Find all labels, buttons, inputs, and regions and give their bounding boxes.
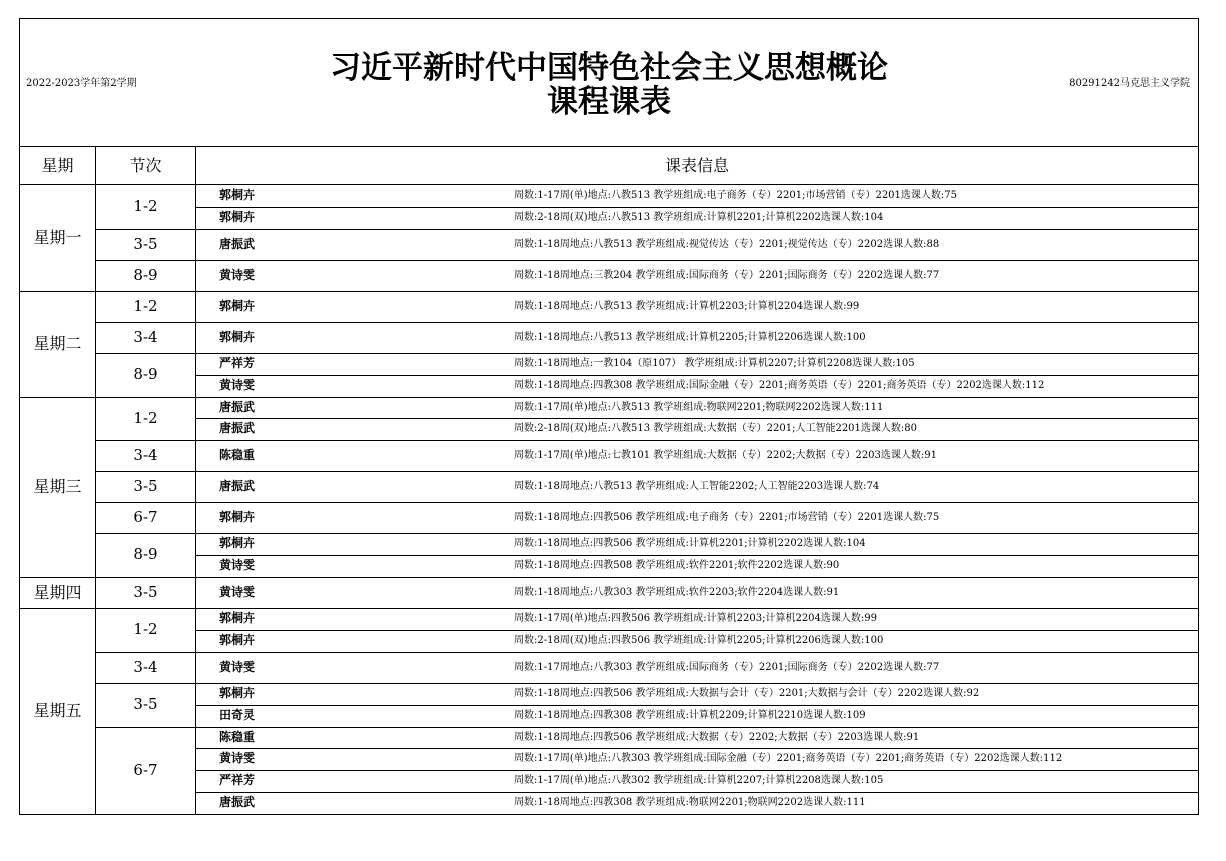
teacher-name: 唐振武: [219, 421, 256, 436]
course-info: 周数:1-18周地点:三教204 教学班组成:国际商务（专）2201;国际商务（专）2202选课人数:77: [514, 269, 940, 281]
teacher-name: 郭桐卉: [219, 510, 256, 525]
course-info: 周数:1-17周(单)地点:四教506 教学班组成:计算机2203;计算机2204选课人数:99: [514, 613, 878, 625]
period-label: 3-4: [133, 657, 158, 676]
course-info: 周数:1-18周地点:八教513 教学班组成:视觉传达（专）2201;视觉传达（专）2202选课人数:88: [514, 238, 940, 250]
period-label: 8-9: [133, 265, 158, 284]
course-info: 周数:1-18周地点:四教506 教学班组成:计算机2201;计算机2202选课人数:104: [514, 538, 866, 550]
page-title: 习近平新时代中国特色社会主义思想概论: [330, 50, 888, 86]
teacher-name: 陈稳重: [219, 729, 256, 744]
teacher-name: 黄诗雯: [219, 558, 256, 573]
course-info: 周数:1-18周地点:八教513 教学班组成:计算机2203;计算机2204选课人数:99: [514, 300, 860, 312]
period-label: 3-5: [133, 694, 158, 713]
period-label: 8-9: [133, 364, 158, 383]
course-info: 周数:1-17周(单)地点:八教302 教学班组成:计算机2207;计算机2208选课人数:105: [514, 775, 884, 787]
column-header-info: 课表信息: [664, 156, 729, 175]
course-info: 周数:1-18周地点:四教508 教学班组成:软件2201;软件2202选课人数:90: [514, 560, 840, 572]
teacher-name: 郭桐卉: [219, 536, 256, 551]
timetable-sheet: [19, 18, 1199, 815]
teacher-name: 郭桐卉: [219, 209, 256, 224]
period-label: 8-9: [133, 545, 158, 564]
column-header-period: 节次: [129, 156, 162, 175]
term-label: 2022-2023学年第2学期: [26, 78, 137, 89]
teacher-name: 郭桐卉: [219, 329, 256, 344]
course-info: 周数:1-17周(单)地点:八教513 教学班组成:物联网2201;物联网2202选课人数:111: [514, 401, 884, 413]
period-label: 1-2: [133, 296, 158, 315]
period-label: 6-7: [133, 508, 158, 527]
grid-line-vertical: [195, 147, 196, 814]
course-info: 周数:2-18周(双)地点:八教513 教学班组成:大数据（专）2201;人工智能2201选课人数:80: [514, 423, 918, 435]
teacher-name: 黄诗雯: [219, 751, 256, 766]
teacher-name: 唐振武: [219, 479, 256, 494]
course-info: 周数:1-17周(单)地点:七教101 教学班组成:大数据（专）2202;大数据（专）2203选课人数:91: [514, 450, 938, 462]
course-info: 周数:1-18周地点:八教513 教学班组成:人工智能2202;人工智能2203选课人数:74: [514, 481, 880, 493]
timetable-grid: [20, 147, 1198, 814]
day-label: 星期五: [33, 701, 82, 721]
teacher-name: 郭桐卉: [219, 685, 256, 700]
period-label: 3-5: [133, 583, 158, 602]
period-label: 6-7: [133, 760, 158, 779]
teacher-name: 田奇灵: [219, 707, 256, 722]
period-label: 3-5: [133, 234, 158, 253]
period-label: 1-2: [133, 620, 158, 639]
period-label: 1-2: [133, 408, 158, 427]
course-info: 周数:1-18周地点:四教506 教学班组成:大数据与会计（专）2201;大数据与会计（专）2202选课人数:92: [514, 687, 980, 699]
course-info: 周数:1-17周地点:八教303 教学班组成:国际商务（专）2201;国际商务（专）2202选课人数:77: [514, 661, 940, 673]
teacher-name: 黄诗雯: [219, 267, 256, 282]
teacher-name: 郭桐卉: [219, 298, 256, 313]
course-info: 周数:1-18周地点:四教506 教学班组成:大数据（专）2202;大数据（专）2203选课人数:91: [514, 731, 920, 743]
course-info: 周数:1-18周地点:一教104（原107） 教学班组成:计算机2207;计算机2208选课人数:105: [514, 357, 915, 369]
course-info: 周数:2-18周(双)地点:四教506 教学班组成:计算机2205;计算机2206选课人数:100: [514, 634, 884, 646]
course-info: 周数:1-18周地点:四教308 教学班组成:物联网2201;物联网2202选课人数:111: [514, 797, 866, 809]
teacher-name: 严祥芳: [219, 773, 256, 788]
teacher-name: 郭桐卉: [219, 611, 256, 626]
course-info: 周数:1-18周地点:四教308 教学班组成:国际金融（专）2201;商务英语（专）2201;商务英语（专）2202选课人数:112: [514, 379, 1045, 391]
day-label: 星期三: [33, 476, 82, 496]
teacher-name: 黄诗雯: [219, 585, 256, 600]
teacher-name: 严祥芳: [219, 355, 256, 370]
course-info: 周数:1-18周地点:四教506 教学班组成:电子商务（专）2201;市场营销（专）2201选课人数:75: [514, 512, 940, 524]
teacher-name: 黄诗雯: [219, 377, 256, 392]
teacher-name: 黄诗雯: [219, 659, 256, 674]
teacher-name: 陈稳重: [219, 448, 256, 463]
period-label: 3-4: [133, 446, 158, 465]
course-info: 周数:1-17周(单)地点:八教513 教学班组成:电子商务（专）2201;市场营销（专）2201选课人数:75: [514, 190, 958, 201]
course-info: 周数:2-18周(双)地点:八教513 教学班组成:计算机2201;计算机2202选课人数:104: [514, 211, 884, 223]
teacher-name: 唐振武: [219, 795, 256, 810]
period-label: 3-4: [133, 327, 158, 346]
teacher-name: 唐振武: [219, 399, 256, 414]
course-info: 周数:1-18周地点:八教303 教学班组成:软件2203;软件2204选课人数:91: [514, 587, 840, 599]
timetable-header: [20, 19, 1198, 147]
teacher-name: 郭桐卉: [219, 188, 256, 202]
page-subtitle: 课程课表: [547, 84, 671, 120]
course-info: 周数:1-18周地点:四教308 教学班组成:计算机2209;计算机2210选课人数:109: [514, 709, 866, 721]
day-label: 星期四: [33, 583, 82, 603]
period-label: 3-5: [133, 477, 158, 496]
teacher-name: 唐振武: [219, 236, 256, 251]
department-label: 80291242马克思主义学院: [1069, 78, 1190, 89]
day-label: 星期一: [33, 228, 82, 247]
period-label: 1-2: [133, 197, 158, 215]
column-header-day: 星期: [41, 156, 74, 175]
teacher-name: 郭桐卉: [219, 632, 256, 647]
course-info: 周数:1-18周地点:八教513 教学班组成:计算机2205;计算机2206选课人数:100: [514, 331, 866, 343]
day-label: 星期二: [33, 333, 82, 353]
course-info: 周数:1-17周(单)地点:八教303 教学班组成:国际金融（专）2201;商务英语（专）2201;商务英语（专）2202选课人数:112: [514, 753, 1063, 765]
